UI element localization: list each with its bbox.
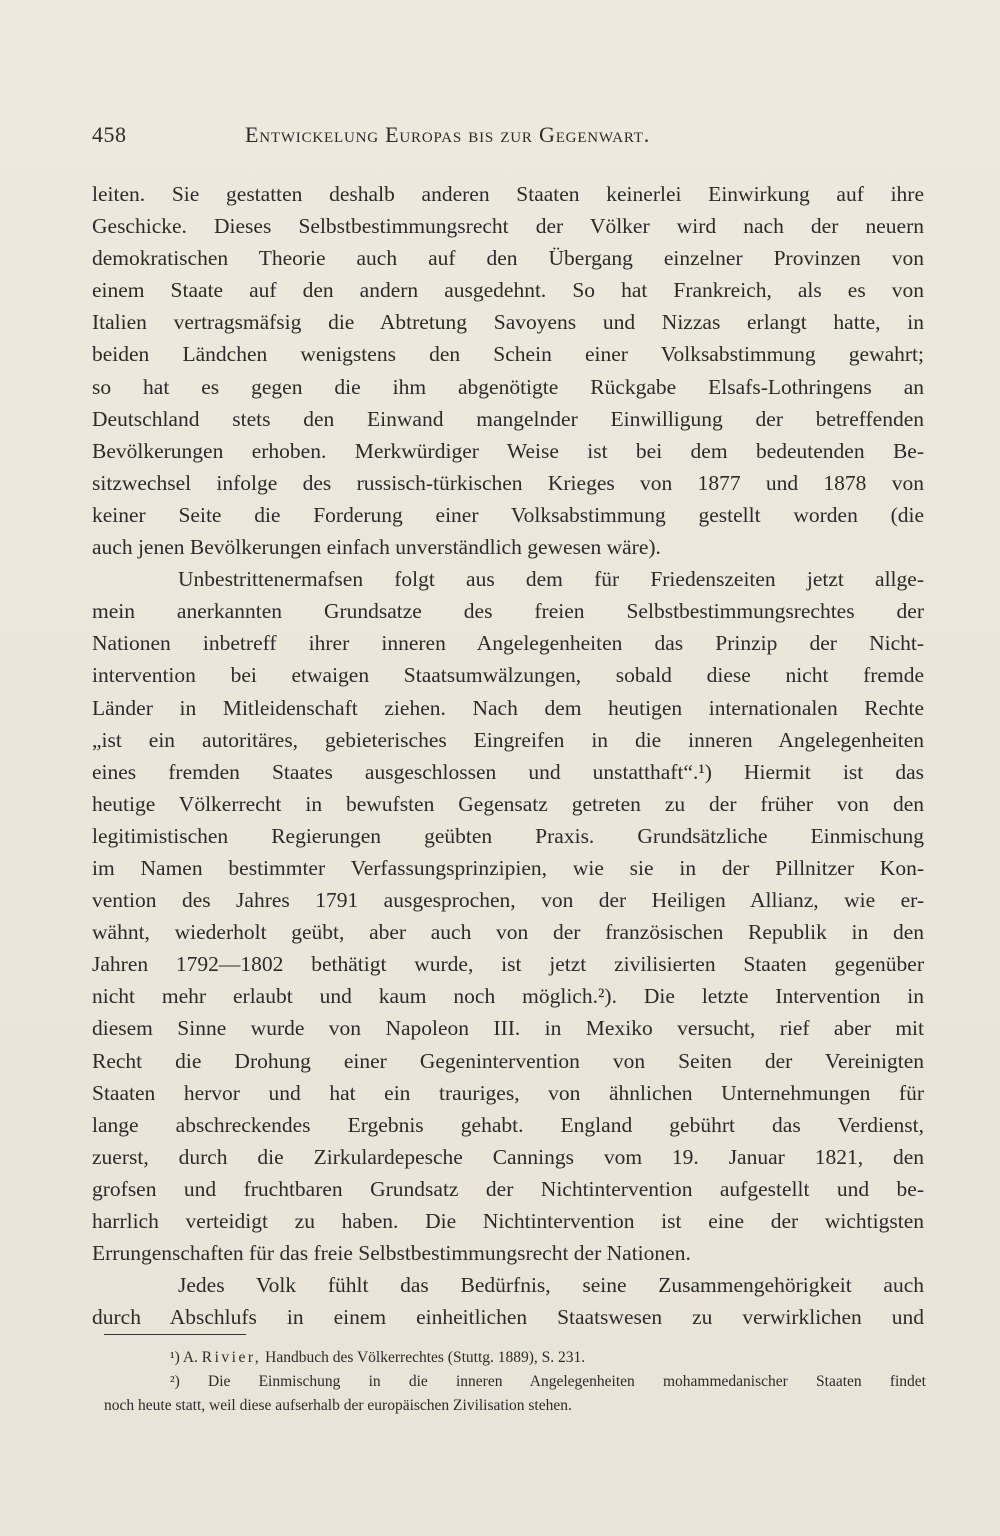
text-line: im Namen bestimmter Verfassungsprinzipien, wie sie in der Pillnitzer Kon- bbox=[92, 855, 924, 880]
text-line: keiner Seite die Forderung einer Volksabstimmung gestellt worden (die bbox=[92, 502, 924, 527]
footnote-1-author: Rivier, bbox=[201, 1349, 262, 1366]
text-line: leiten. Sie gestatten deshalb anderen Staaten keinerlei Einwirkung auf ihre bbox=[92, 182, 924, 206]
text-line: so hat es gegen die ihm abgenötigte Rückgabe Elsafs-Lothringens an bbox=[92, 374, 924, 399]
text-line: Bevölkerungen erhoben. Merkwürdiger Weise ist bei dem bedeutenden Be- bbox=[92, 438, 924, 463]
footnote-rule bbox=[104, 1334, 246, 1335]
text-line: sitzwechsel infolge des russisch-türkischen Krieges von 1877 und 1878 von bbox=[92, 470, 924, 495]
footnote-2-line: noch heute statt, weil diese aufserhalb der europäischen Zivilisation stehen. bbox=[104, 1397, 572, 1414]
text-line: Errungenschaften für das freie Selbstbestimmungsrecht der Nationen. bbox=[92, 1241, 691, 1266]
text-line: Deutschland stets den Einwand mangelnder Einwilligung der betreffenden bbox=[92, 406, 924, 431]
text-line: Jahren 1792—1802 bethätigt wurde, ist jetzt zivilisierten Staaten gegenüber bbox=[92, 952, 924, 977]
footnote-1-text: Handbuch des Völkerrechtes (Stuttg. 1889), S. 231. bbox=[265, 1349, 586, 1366]
body-text bbox=[92, 178, 924, 1333]
text-line: Recht die Drohung einer Gegenintervention von Seiten der Vereinigten bbox=[92, 1048, 924, 1073]
page-number: 458 bbox=[92, 122, 127, 147]
text-line: durch Abschlufs in einem einheitlichen Staatswesen zu verwirklichen und bbox=[92, 1305, 924, 1330]
text-line: Italien vertragsmäfsig die Abtretung Savoyens und Nizzas erlangt hatte, in bbox=[92, 310, 924, 335]
text-line: zuerst, durch die Zirkulardepesche Cannings vom 19. Januar 1821, den bbox=[92, 1144, 924, 1169]
text-line: auch jenen Bevölkerungen einfach unverständlich gewesen wäre). bbox=[92, 535, 661, 560]
text-line: mein anerkannten Grundsatze des freien Selbstbestimmungsrechtes der bbox=[92, 599, 924, 624]
text-line: eines fremden Staates ausgeschlossen und unstatthaft“.¹) Hiermit ist das bbox=[92, 759, 924, 784]
text-line: nicht mehr erlaubt und kaum noch möglich.²). Die letzte Intervention in bbox=[92, 984, 924, 1009]
text-line: einem Staate auf den andern ausgedehnt. So hat Frankreich, als es von bbox=[92, 278, 924, 303]
text-line: „ist ein autoritäres, gebieterisches Eingreifen in die inneren Angelegenheiten bbox=[92, 727, 924, 752]
text-line: Länder in Mitleidenschaft ziehen. Nach dem heutigen internationalen Rechte bbox=[92, 695, 924, 720]
running-head: Entwickelung Europas bis zur Gegenwart. bbox=[245, 122, 651, 147]
text-line: vention des Jahres 1791 ausgesprochen, von der Heiligen Allianz, wie er- bbox=[92, 888, 924, 913]
text-line: lange abschreckendes Ergebnis gehabt. England gebührt das Verdienst, bbox=[92, 1112, 924, 1137]
text-line: wähnt, wiederholt geübt, aber auch von der französischen Republik in den bbox=[92, 920, 924, 945]
footnote-1 bbox=[104, 1346, 926, 1370]
text-line: Geschicke. Dieses Selbstbestimmungsrecht der Völker wird nach der neuern bbox=[92, 214, 924, 239]
text-line: heutige Völkerrecht in bewufsten Gegensatz getreten zu der früher von den bbox=[92, 791, 924, 816]
text-line: diesem Sinne wurde von Napoleon III. in Mexiko versucht, rief aber mit bbox=[92, 1016, 924, 1041]
text-line: harrlich verteidigt zu haben. Die Nichtintervention ist eine der wichtigsten bbox=[92, 1209, 924, 1233]
footnote-2-line: ²) Die Einmischung in die inneren Angelegenheiten mohammedanischer Staaten findet bbox=[170, 1373, 926, 1390]
footnote-1-marker: ¹) A. bbox=[170, 1349, 198, 1366]
text-line: demokratischen Theorie auch auf den Übergang einzelner Provinzen von bbox=[92, 246, 924, 271]
text-line: Unbestrittenermafsen folgt aus dem für Friedenszeiten jetzt allge- bbox=[178, 567, 924, 592]
text-line: Nationen inbetreff ihrer inneren Angelegenheiten das Prinzip der Nicht- bbox=[92, 631, 924, 656]
text-line: Jedes Volk fühlt das Bedürfnis, seine Zusammengehörigkeit auch bbox=[178, 1273, 924, 1298]
text-line: legitimistischen Regierungen geübten Praxis. Grundsätzliche Einmischung bbox=[92, 823, 924, 848]
text-line: beiden Ländchen wenigstens den Schein einer Volksabstimmung gewahrt; bbox=[92, 342, 924, 367]
page-header bbox=[92, 122, 932, 162]
text-line: grofsen und fruchtbaren Grundsatz der Nichtintervention aufgestellt und be- bbox=[92, 1176, 924, 1201]
footnotes bbox=[104, 1346, 926, 1418]
text-line: intervention bei etwaigen Staatsumwälzungen, sobald diese nicht fremde bbox=[92, 663, 924, 688]
text-line: Staaten hervor und hat ein trauriges, von ähnlichen Unternehmungen für bbox=[92, 1080, 924, 1105]
